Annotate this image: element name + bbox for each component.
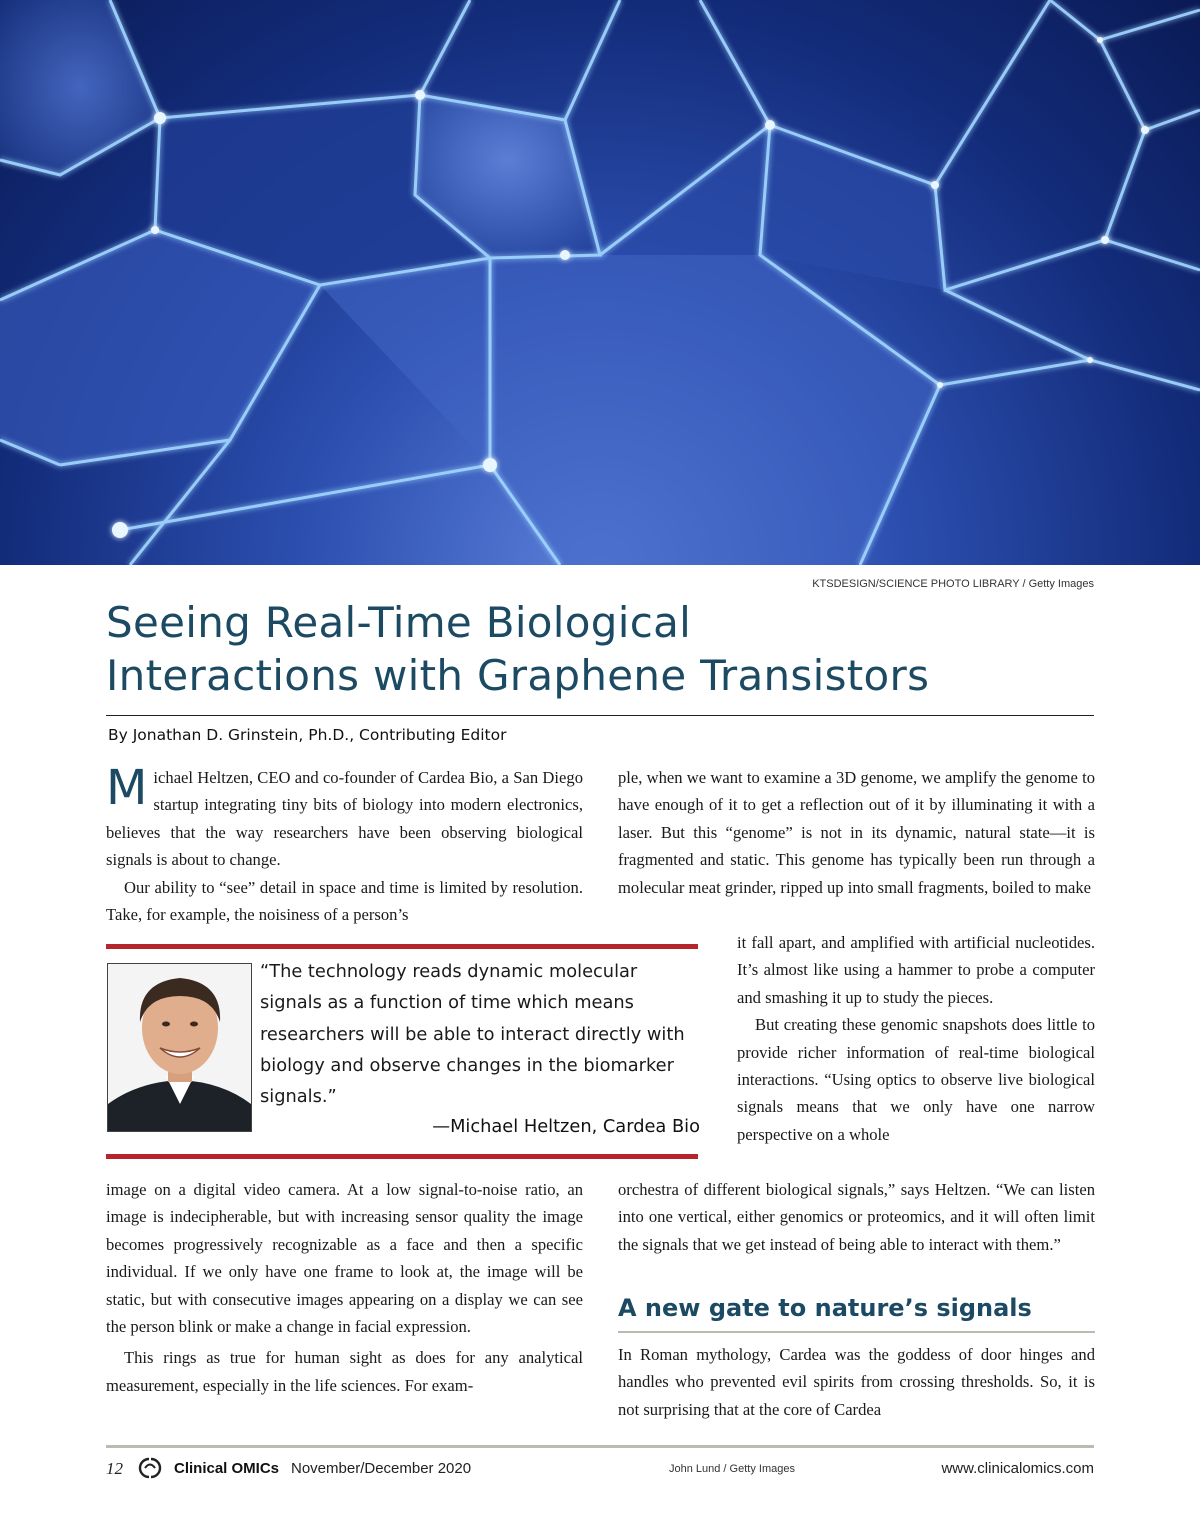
- image-credit: KTSDESIGN/SCIENCE PHOTO LIBRARY / Getty Images: [812, 578, 1094, 590]
- hexagon-lattice: [0, 0, 1200, 565]
- paragraph: But creating these genomic snapshots does little to provide richer information of real-time biological interactions. “Using optics to observe live biological signals means that we only have one narrow perspective on a whole: [737, 1015, 1095, 1144]
- section-heading: A new gate to nature’s signals: [618, 1294, 1032, 1322]
- website-link[interactable]: www.clinicalomics.com: [941, 1460, 1094, 1477]
- left-column-top: [106, 760, 583, 928]
- pullquote-text: “The technology reads dynamic molecular signals as a function of time which means researchers will be able to interact directly with biology and observe changes in the biomarker signals.”: [260, 961, 685, 1108]
- title-line-1: Seeing Real-Time Biological: [106, 598, 692, 647]
- paragraph: image on a digital video camera. At a low signal-to-noise ratio, an image is indecipherable, but with increasing sensor quality the image becomes progressively recognizable as a face and then a specific individual. If we only have one frame to look at, the image will be static, but with consecutive images appearing on a display we can see the person blink or make a change in facial expression.: [106, 1180, 583, 1337]
- byline: By Jonathan D. Grinstein, Ph.D., Contributing Editor: [108, 726, 507, 744]
- page-number: 12: [106, 1459, 123, 1478]
- portrait-icon: [108, 964, 251, 1131]
- portrait-photo: [107, 963, 252, 1132]
- left-column-bottom: [106, 1176, 583, 1399]
- paragraph: In Roman mythology, Cardea was the goddess of door hinges and handles who prevented evil spirits from crossing thresholds. So, it is not surprising that at the core of Cardea: [618, 1345, 1095, 1419]
- article-title: [106, 596, 1106, 702]
- title-divider: [106, 715, 1094, 716]
- paragraph: it fall apart, and amplified with artificial nucleotides. It’s almost like using a hammer to probe a computer and smashing it up to study the pieces.: [737, 933, 1095, 1007]
- title-line-2: Interactions with Graphene Transistors: [106, 651, 930, 700]
- paragraph: orchestra of different biological signals,” says Heltzen. “We can listen into one vertical, either genomics or proteomics, and it will often limit the signals that we get instead of being able to interact with them.”: [618, 1180, 1095, 1254]
- paragraph: ple, when we want to examine a 3D genome, we amplify the genome to have enough of it to get a reflection out of it by illuminating it with a laser. But this “genome” is not in its dynamic, natural state—it is fragmented and static. This genome has typically been run through a molecular meat grinder, ripped up into small fragments, boiled to make: [618, 768, 1095, 897]
- right-column-final: [618, 1341, 1095, 1423]
- right-column-middle: [737, 929, 1095, 1148]
- paragraph: Our ability to “see” detail in space and time is limited by resolution. Take, for example, the noisiness of a person’s: [106, 877, 583, 925]
- paragraph-text: ichael Heltzen, CEO and co-founder of Cardea Bio, a San Diego startup integrating tiny bits of biology into modern electronics, believes that the way researchers have been observing biological signals is about to change.: [106, 768, 583, 870]
- pullquote-bottom-rule: [106, 1154, 698, 1159]
- right-column-top: [618, 764, 1095, 901]
- paragraph: [106, 760, 583, 874]
- hexagon-network-image: [0, 0, 1200, 565]
- drop-cap: M: [106, 760, 148, 816]
- paragraph: This rings as true for human sight as does for any analytical measurement, especially in the life sciences. For exam-: [106, 1348, 583, 1395]
- journal-name: Clinical OMICs: [174, 1460, 280, 1477]
- right-column-bottom: [618, 1176, 1095, 1258]
- footer-divider: [106, 1445, 1094, 1448]
- clinical-omics-logo-icon: [135, 1455, 165, 1481]
- section-divider: [618, 1331, 1095, 1333]
- pullquote-top-rule: [106, 944, 698, 949]
- issue-date: November/December 2020: [291, 1460, 472, 1477]
- photo-credit: John Lund / Getty Images: [669, 1463, 795, 1475]
- pullquote-attribution: —Michael Heltzen, Cardea Bio: [432, 1116, 700, 1137]
